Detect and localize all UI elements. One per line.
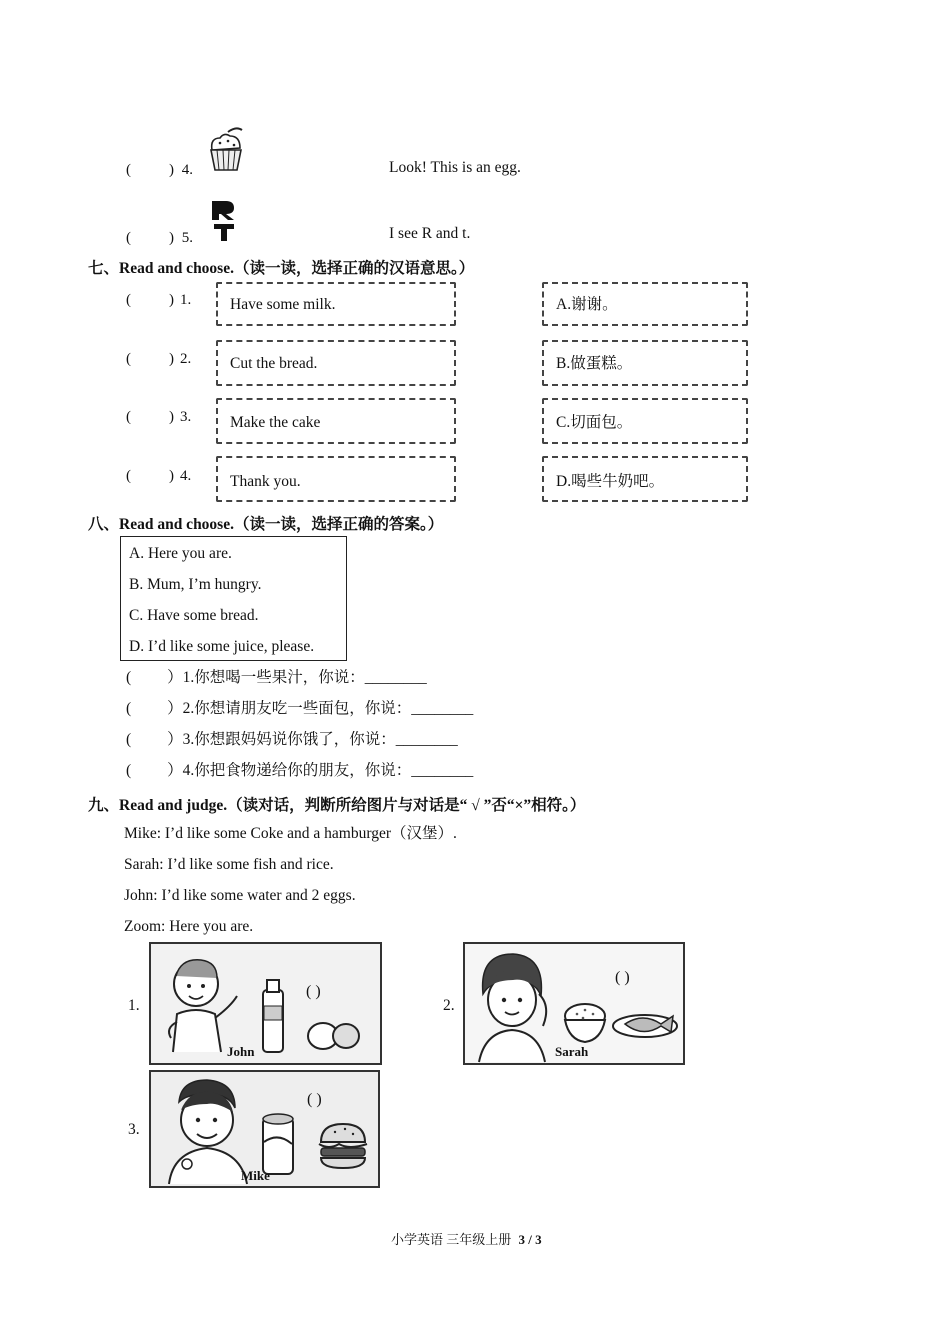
item-number: 5. (181, 230, 193, 246)
phrase-text: Make the cake (230, 414, 321, 431)
picture-john (149, 942, 382, 1065)
picture-number: 3. (128, 1121, 140, 1138)
picture-label: Sarah (555, 1044, 589, 1059)
question-row[interactable]: ( ）3.你想跟妈妈说你饿了，你说：________ (126, 731, 458, 748)
phrase-box (216, 456, 456, 502)
section-title-9: 九、Read and judge.（读对话，判断所给图片与对话是“ √ ”否“×”相符。） (88, 797, 586, 814)
option-a: A. Here you are. (129, 545, 232, 562)
judge-blank[interactable]: ( ) (306, 983, 321, 1000)
section-title-7: 七、Read and choose.（读一读，选择正确的汉语意思。） (88, 260, 475, 277)
item-number: 2. (180, 351, 192, 367)
picture-mike (149, 1070, 380, 1188)
boy-water-eggs-illustration (151, 944, 380, 1063)
phrase-text: Thank you. (230, 473, 301, 490)
item-sentence: Look! This is an egg. (389, 159, 521, 176)
letters-rt-icon (208, 198, 240, 242)
paren-close: ) (169, 230, 174, 246)
picture-label: John (227, 1044, 255, 1059)
answer-blank[interactable]: ( ) 2. (126, 351, 192, 367)
dialogue-line: Zoom: Here you are. (124, 918, 254, 935)
question-row[interactable]: ( ）1.你想喝一些果汁，你说：________ (126, 669, 427, 686)
page-footer (391, 1229, 542, 1248)
item-number: 3. (180, 409, 192, 425)
dialogue-line: Sarah: I’d like some fish and rice. (124, 856, 334, 873)
page-number: 3 / 3 (518, 1232, 542, 1247)
paren-open: ( (126, 162, 131, 178)
paren-close: ) (169, 162, 174, 178)
item-sentence: I see R and t. (389, 225, 471, 242)
meaning-box (542, 282, 748, 326)
dialogue-line: Mike: I’d like some Coke and a hamburger（汉堡）. (124, 825, 457, 842)
judge-blank[interactable]: ( ) (307, 1091, 322, 1108)
boy-coke-hamburger-illustration (151, 1072, 378, 1186)
answer-blank[interactable] (126, 230, 193, 247)
question-text: ）4.你把食物递给你的朋友，你说：________ (167, 762, 474, 779)
phrase-text: Cut the bread. (230, 355, 318, 372)
meaning-text: D.喝些牛奶吧。 (556, 473, 665, 490)
picture-number: 2. (443, 997, 455, 1014)
item-number: 4. (181, 162, 193, 178)
question-text: ）2.你想请朋友吃一些面包，你说：________ (167, 700, 474, 717)
picture-sarah (463, 942, 685, 1065)
girl-rice-fish-illustration (465, 944, 683, 1063)
options-box (120, 536, 347, 661)
judge-blank[interactable]: ( ) (615, 969, 630, 986)
meaning-box (542, 398, 748, 444)
section-title-8: 八、Read and choose.（读一读，选择正确的答案。） (88, 516, 444, 533)
question-row[interactable]: ( ）4.你把食物递给你的朋友，你说：________ (126, 762, 474, 779)
answer-blank[interactable]: ( ) 4. (126, 468, 192, 484)
option-c: C. Have some bread. (129, 607, 259, 624)
meaning-box (542, 456, 748, 502)
picture-label: Mike (241, 1168, 270, 1183)
phrase-box (216, 282, 456, 326)
answer-blank[interactable]: ( ) 3. (126, 409, 192, 425)
cupcake-icon (206, 126, 246, 174)
option-b: B. Mum, I’m hungry. (129, 576, 262, 593)
phrase-text: Have some milk. (230, 296, 336, 313)
meaning-text: B.做蛋糕。 (556, 355, 633, 372)
paren-open: ( (126, 230, 131, 246)
answer-blank[interactable]: ( ) 1. (126, 292, 192, 308)
picture-number: 1. (128, 997, 140, 1014)
item-number: 4. (180, 468, 192, 484)
question-text: ）3.你想跟妈妈说你饿了，你说：________ (167, 731, 458, 748)
answer-blank[interactable] (126, 162, 193, 179)
item-number: 1. (180, 292, 192, 308)
footer-subject: 小学英语 三年级上册 (391, 1232, 512, 1247)
meaning-box (542, 340, 748, 386)
dialogue-line: John: I’d like some water and 2 eggs. (124, 887, 356, 904)
phrase-box (216, 398, 456, 444)
option-d: D. I’d like some juice, please. (129, 638, 315, 655)
meaning-text: C.切面包。 (556, 414, 633, 431)
phrase-box (216, 340, 456, 386)
question-text: ）1.你想喝一些果汁，你说：________ (167, 669, 427, 686)
question-row[interactable]: ( ）2.你想请朋友吃一些面包，你说：________ (126, 700, 474, 717)
meaning-text: A.谢谢。 (556, 296, 618, 313)
